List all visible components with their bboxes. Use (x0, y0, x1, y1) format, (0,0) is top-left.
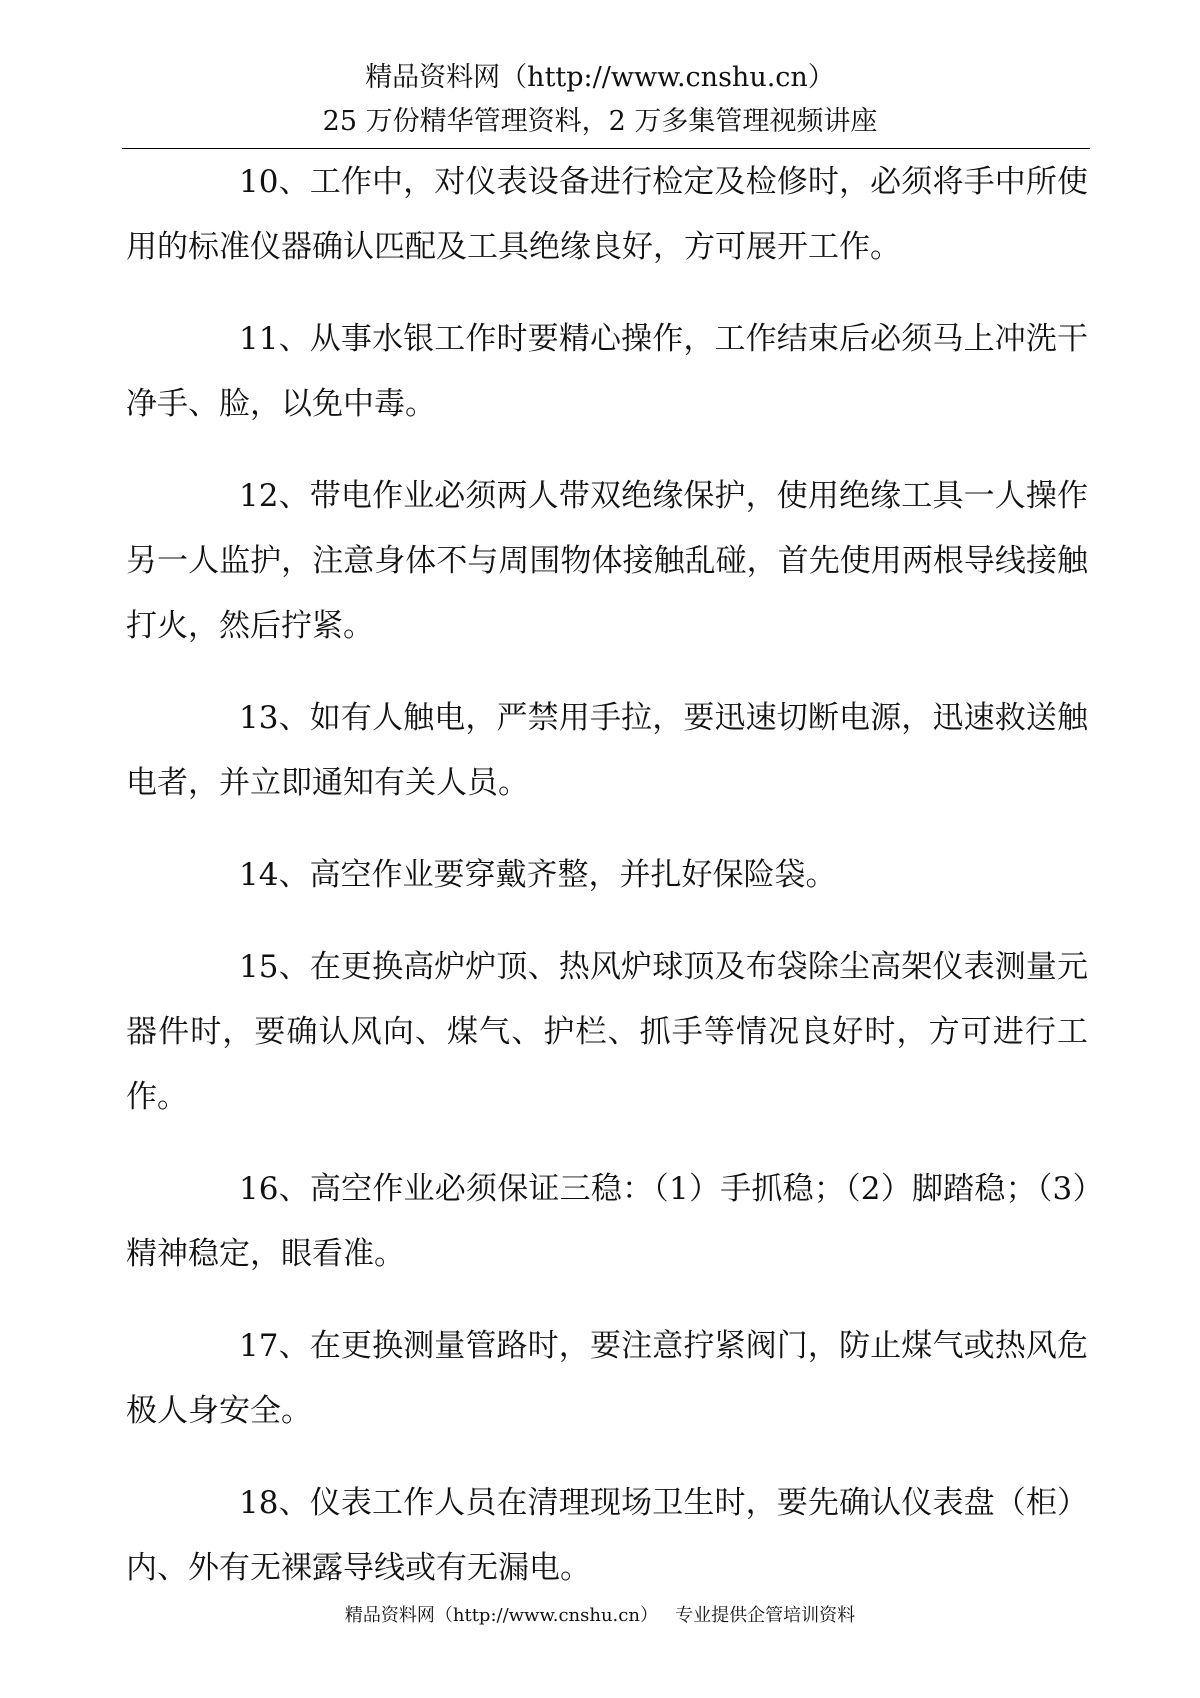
paragraph-18: 18、仪表工作人员在清理现场卫生时，要先确认仪表盘（柜）内、外有无裸露导线或有无漏电。 (126, 1485, 1088, 1586)
footer-site: 精品资料网（http://www.cnshu.cn） (344, 1605, 658, 1626)
paragraph-15: 15、在更换高炉炉顶、热风炉球顶及布袋除尘高架仪表测量元器件时，要确认风向、煤气、护栏、抓手等情况良好时，方可进行工作。 (126, 949, 1088, 1115)
header-tagline: 25 万份精华管理资料，2 万多集管理视频讲座 (322, 106, 878, 137)
header-site-title: 精品资料网（http://www.cnshu.cn） (365, 62, 835, 93)
paragraph-11: 11、从事水银工作时要精心操作，工作结束后必须马上冲洗干净手、脸，以免中毒。 (126, 321, 1088, 422)
header-divider (122, 148, 1090, 149)
document-body (126, 150, 1088, 1628)
paragraph-16: 16、高空作业必须保证三稳：（1）手抓稳；（2）脚踏稳；（3）精神稳定，眼看准。 (126, 1171, 1088, 1272)
paragraph-14: 14、高空作业要穿戴齐整，并扎好保险袋。 (239, 857, 837, 893)
paragraph-10: 10、工作中，对仪表设备进行检定及检修时，必须将手中所使用的标准仪器确认匹配及工具绝缘良好，方可展开工作。 (126, 164, 1088, 265)
page-footer (0, 1604, 1200, 1628)
footer-tagline: 专业提供企管培训资料 (675, 1605, 856, 1626)
paragraph-12: 12、带电作业必须两人带双绝缘保护，使用绝缘工具一人操作另一人监护，注意身体不与周围物体接触乱碰，首先使用两根导线接触打火，然后拧紧。 (126, 478, 1088, 644)
paragraph-17: 17、在更换测量管路时，要注意拧紧阀门，防止煤气或热风危极人身安全。 (126, 1328, 1088, 1429)
paragraph-13: 13、如有人触电，严禁用手拉，要迅速切断电源，迅速救送触电者，并立即通知有关人员。 (126, 700, 1088, 801)
